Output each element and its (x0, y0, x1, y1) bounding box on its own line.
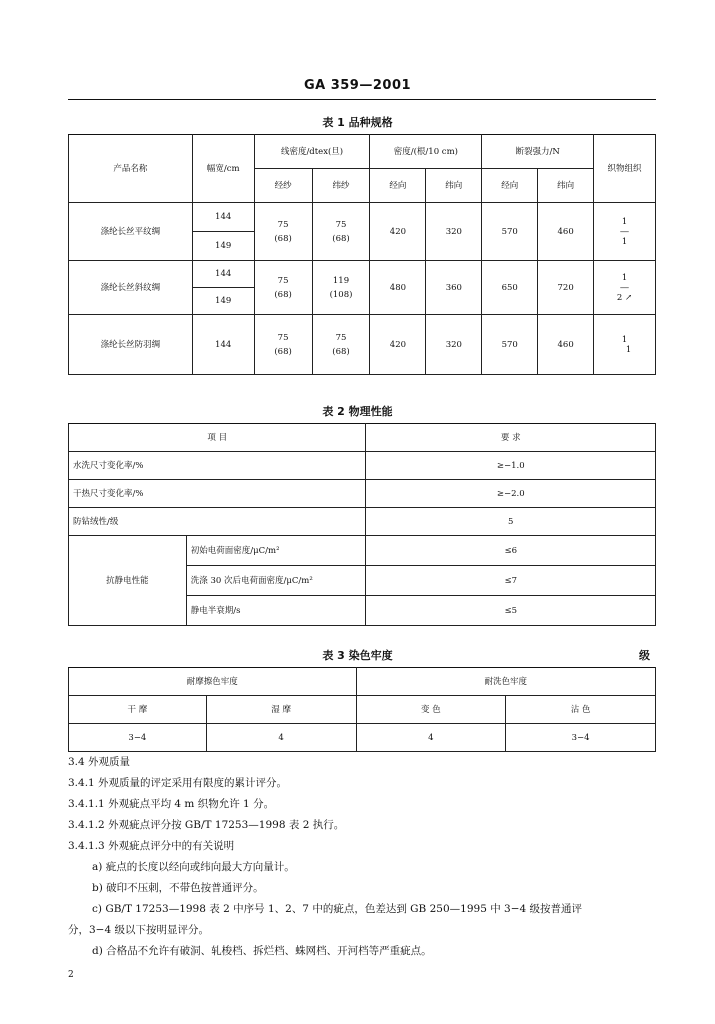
t1-r1-name: 涤纶长丝平纹绸 (69, 203, 193, 261)
t1-r3-name: 涤纶长丝防羽绸 (69, 315, 193, 375)
t1-r2-str-weft: 720 (538, 261, 594, 315)
t1-r1-den-weft: 320 (426, 203, 482, 261)
t2-s1-req: ≤6 (366, 536, 656, 566)
section-3-4 (68, 752, 658, 962)
table3-caption: 表 3 染色牢度 (322, 649, 393, 662)
s3-4-1-1: 3.4.1.1 外观疵点平均 4 m 织物允许 1 分。 (68, 798, 275, 810)
t1-r1-weave: 1 ― 1 (594, 203, 656, 261)
t3-h-stain: 沾 色 (506, 696, 656, 724)
t1-r2-weft-yarn: 119 (108) (312, 261, 370, 315)
t3-h-change: 变 色 (356, 696, 506, 724)
t1-h-str-weft: 纬向 (538, 169, 594, 203)
item-c-line2: 分，3−4 级以下按明显评分。 (68, 924, 209, 936)
table1-caption: 表 1 品种规格 (322, 116, 393, 129)
t3-v-change: 4 (356, 724, 506, 752)
t1-r3-str-warp: 570 (482, 315, 538, 375)
s3-4-heading: 3.4 外观质量 (68, 756, 131, 768)
t1-h-strength: 断裂强力/N (482, 135, 594, 169)
t2-antistatic: 抗静电性能 (69, 536, 187, 626)
t1-h-str-warp: 经向 (482, 169, 538, 203)
t1-h-warp-yarn: 经纱 (254, 169, 312, 203)
t1-h-weave: 织物组织 (594, 135, 656, 203)
t1-r3-str-weft: 460 (538, 315, 594, 375)
table2 (68, 423, 656, 626)
t2-s1-item: 初始电荷面密度/μC/m² (186, 536, 366, 566)
t1-r1-width1: 144 (192, 203, 254, 232)
t1-r1-str-weft: 460 (538, 203, 594, 261)
t2-r3-req: 5 (366, 508, 656, 536)
t2-s2-item: 洗涤 30 次后电荷面密度/μC/m² (186, 566, 366, 596)
table2-caption: 表 2 物理性能 (322, 405, 393, 418)
t1-r3-den-weft: 320 (426, 315, 482, 375)
item-c-line1: c) GB/T 17253—1998 表 2 中序号 1、2、7 中的疵点，色差达到 GB 250—1995 中 3−4 级按普通评 (92, 903, 583, 915)
t1-r2-den-weft: 360 (426, 261, 482, 315)
page-number: 2 (68, 970, 74, 980)
t2-s3-item: 静电半衰期/s (186, 596, 366, 626)
t3-h-wash: 耐洗色牢度 (356, 668, 656, 696)
t3-v-dry: 3−4 (69, 724, 207, 752)
t1-r2-name: 涤纶长丝斜纹绸 (69, 261, 193, 315)
t1-r2-width1: 144 (192, 261, 254, 288)
t1-r1-width2: 149 (192, 232, 254, 261)
t2-s2-req: ≤7 (366, 566, 656, 596)
t1-h-weft-yarn: 纬纱 (312, 169, 370, 203)
t1-r2-weave: 1 ― 2 ↗ (594, 261, 656, 315)
table3-unit: 级 (639, 649, 650, 662)
t1-h-den-warp: 经向 (370, 169, 426, 203)
t2-r3-item: 防钻绒性/级 (69, 508, 366, 536)
t1-r2-den-warp: 480 (370, 261, 426, 315)
item-d: d) 合格品不允许有破洞、轧梭档、拆烂档、蛛网档、开河档等严重疵点。 (92, 945, 432, 957)
t3-h-rub: 耐摩擦色牢度 (69, 668, 357, 696)
t3-v-stain: 3−4 (506, 724, 656, 752)
t1-r1-str-warp: 570 (482, 203, 538, 261)
t1-h-den-weft: 纬向 (426, 169, 482, 203)
t2-r2-item: 干热尺寸变化率/% (69, 480, 366, 508)
s3-4-1-2: 3.4.1.2 外观疵点评分按 GB/T 17253—1998 表 2 执行。 (68, 819, 345, 831)
header-rule (68, 99, 656, 100)
t1-r1-warp-yarn: 75 (68) (254, 203, 312, 261)
t1-r3-width1: 144 (192, 315, 254, 375)
s3-4-1: 3.4.1 外观质量的评定采用有限度的累计评分。 (68, 777, 288, 789)
t1-r2-str-warp: 650 (482, 261, 538, 315)
t1-r3-weave: 1 1 (594, 315, 656, 375)
t1-h-name: 产品名称 (69, 135, 193, 203)
t2-h-item: 项 目 (69, 424, 366, 452)
t2-s3-req: ≤5 (366, 596, 656, 626)
t2-h-req: 要 求 (366, 424, 656, 452)
table1 (68, 134, 656, 375)
item-a: a) 疵点的长度以经向或纬向最大方向量计。 (92, 861, 295, 873)
t1-h-density: 密度/(根/10 cm) (370, 135, 482, 169)
t1-r3-weft-yarn: 75 (68) (312, 315, 370, 375)
item-b: b) 破印不压刺，不带色按普通评分。 (92, 882, 264, 894)
t1-h-width: 幅宽/cm (192, 135, 254, 203)
t1-r3-den-warp: 420 (370, 315, 426, 375)
t2-r2-req: ≥−2.0 (366, 480, 656, 508)
t1-r2-warp-yarn: 75 (68) (254, 261, 312, 315)
s3-4-1-3: 3.4.1.3 外观疵点评分中的有关说明 (68, 840, 235, 852)
t2-r1-item: 水洗尺寸变化率/% (69, 452, 366, 480)
t2-r1-req: ≥−1.0 (366, 452, 656, 480)
standard-number: GA 359—2001 (303, 78, 412, 93)
t1-h-linear-density: 线密度/dtex(旦) (254, 135, 370, 169)
t3-h-wet: 湿 摩 (206, 696, 356, 724)
t3-v-wet: 4 (206, 724, 356, 752)
t1-r1-den-warp: 420 (370, 203, 426, 261)
t3-h-dry: 干 摩 (69, 696, 207, 724)
t1-r2-width2: 149 (192, 288, 254, 315)
t1-r3-warp-yarn: 75 (68) (254, 315, 312, 375)
table3 (68, 667, 656, 752)
t1-r1-weft-yarn: 75 (68) (312, 203, 370, 261)
